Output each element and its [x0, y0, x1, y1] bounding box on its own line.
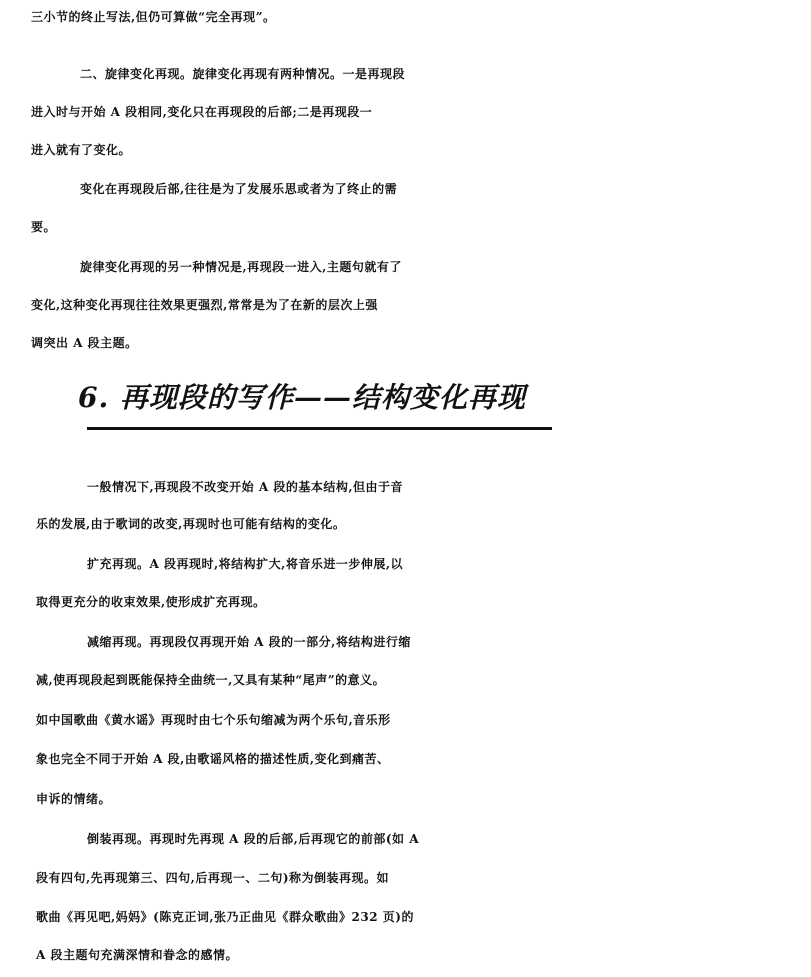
- text-line: 要。: [31, 220, 57, 234]
- text-line: 旋律变化再现的另一种情况是,再现段一进入,主题句就有了: [80, 260, 402, 274]
- text-line: 乐的发展,由于歌词的改变,再现时也可能有结构的变化。: [36, 517, 346, 531]
- text-line: 一般情况下,再现段不改变开始 A 段的基本结构,但由于音: [87, 480, 404, 494]
- text-line: 二、旋律变化再现。旋律变化再现有两种情况。一是再现段: [80, 67, 406, 81]
- text-line: 减缩再现。再现段仅再现开始 A 段的一部分,将结构进行缩: [87, 635, 411, 649]
- heading-underline: [87, 427, 552, 430]
- text-line: 取得更充分的收束效果,使形成扩充再现。: [36, 595, 266, 609]
- text-line: 如中国歌曲《黄水谣》再现时由七个乐句缩减为两个乐句,音乐形: [36, 713, 391, 727]
- text-line: 变化,这种变化再现往往效果更强烈,常常是为了在新的层次上强: [31, 298, 378, 312]
- text-line: 变化在再现段后部,往往是为了发展乐思或者为了终止的需: [80, 182, 398, 196]
- text-line: 段有四句,先再现第三、四句,后再现一、二句)称为倒装再现。如: [36, 871, 390, 885]
- section-heading: 6. 再现段的写作——结构变化再现: [78, 381, 526, 414]
- text-line: 进入就有了变化。: [31, 143, 132, 157]
- text-line: 调突出 A 段主题。: [31, 336, 138, 350]
- text-line: 进入时与开始 A 段相同,变化只在再现段的后部;二是再现段一: [31, 105, 373, 119]
- text-line: A 段主题句充满深情和眷念的感情。: [36, 948, 238, 962]
- text-line: 三小节的终止写法,但仍可算做“完全再现”。: [31, 10, 276, 24]
- text-line: 象也完全不同于开始 A 段,由歌谣风格的描述性质,变化到痛苦、: [36, 752, 390, 766]
- text-line: 减,使再现段起到既能保持全曲统一,又具有某种“尾声”的意义。: [36, 673, 386, 687]
- text-line: 申诉的情绪。: [36, 792, 112, 806]
- text-line: 倒装再现。再现时先再现 A 段的后部,后再现它的前部(如 A: [87, 832, 420, 846]
- text-line: 歌曲《再见吧,妈妈》(陈克正词,张乃正曲见《群众歌曲》232 页)的: [36, 910, 414, 924]
- text-line: 扩充再现。A 段再现时,将结构扩大,将音乐进一步伸展,以: [87, 557, 404, 571]
